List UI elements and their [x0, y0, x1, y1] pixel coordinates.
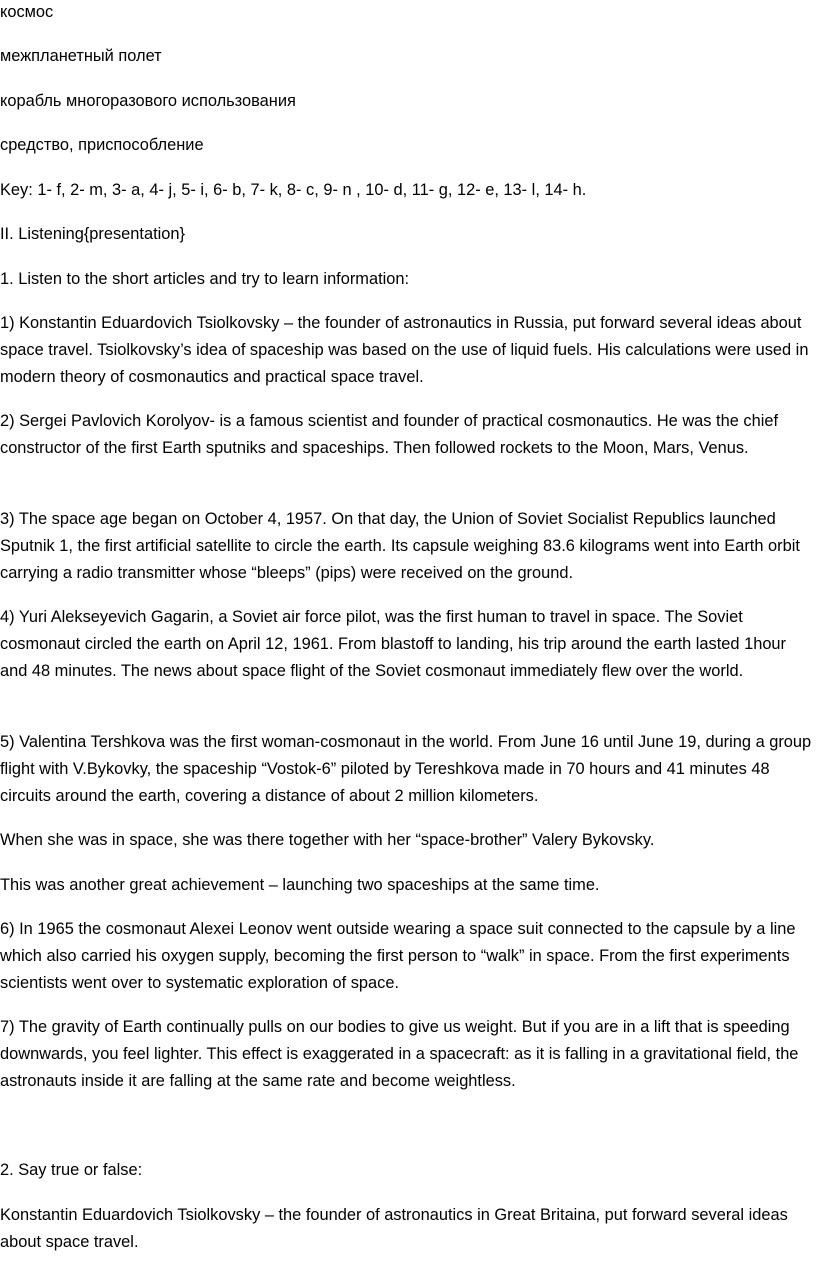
article-sputnik: 3) The space age began on October 4, 1957. On that day, the Union of Soviet Socialist Republics launched Sputnik 1, the first artificial satellite to circle the earth. Its capsule weighing 83.6 kilograms went into Earth orbit carrying a radio transmitter whose “bleeps” (pips) were received on the ground. — [0, 510, 800, 583]
task-1-instruction: 1. Listen to the short articles and try to learn information: — [0, 270, 410, 288]
answer-key: Key: 1- f, 2- m, 3- a, 4- j, 5- i, 6- b, 7- k, 8- c, 9- n , 10- d, 11- g, 12- e, 13- l, 14- h. — [0, 181, 587, 199]
section-heading-listening: II. Listening{presentation} — [0, 225, 185, 243]
vocab-item-kosmos: космос — [0, 3, 54, 21]
article-leonov: 6) In 1965 the cosmonaut Alexei Leonov went outside wearing a space suit connected to the capsule by a line which also carried his oxygen supply, becoming the first person to “walk” in space. From the first experiments scientists went over to systematic exploration of space. — [0, 920, 796, 993]
vocab-item-reusable-ship: корабль многоразового использования — [0, 92, 296, 110]
article-gravity: 7) The gravity of Earth continually pulls on our bodies to give us weight. But if you are in a lift that is speeding downwards, you feel lighter. This effect is exaggerated in a spacecraft: as it is falling in a gravitational field, the astronauts inside it are falling at the same rate and become weightless. — [0, 1018, 799, 1091]
true-false-statement: Konstantin Eduardovich Tsiolkovsky – the founder of astronautics in Great Britaina, put forward several ideas about space travel. — [0, 1206, 788, 1252]
article-korolyov: 2) Sergei Pavlovich Korolyov- is a famous scientist and founder of practical cosmonautics. He was the chief constructor of the first Earth sputniks and spaceships. Then followed rockets to the Moon, Mars, Venus. — [0, 412, 779, 458]
vocab-item-device: средство, приспособление — [0, 136, 204, 154]
article-tsiolkovsky: 1) Konstantin Eduardovich Tsiolkovsky – the founder of astronautics in Russia, put forward several ideas about space travel. Tsiolkovsky’s idea of spaceship was based on the use of liquid fuels. His calculations were used in modern theory of cosmonautics and practical space travel. — [0, 314, 809, 387]
article-tereshkova: 5) Valentina Tershkova was the first woman-cosmonaut in the world. From June 16 until June 19, during a group flight with V.Bykovky, the spaceship “Vostok-6” piloted by Tereshkova made in 70 hours and 41 minutes 48 circuits around the earth, covering a distance of about 2 million kilometers. — [0, 733, 812, 806]
article-two-spaceships: This was another great achievement – launching two spaceships at the same time. — [0, 876, 600, 894]
vocab-item-interplanetary-flight: межпланетный полет — [0, 47, 162, 65]
task-2-instruction: 2. Say true or false: — [0, 1161, 143, 1179]
article-tereshkova-space-brother: When she was in space, she was there together with her “space-brother” Valery Bykovsky. — [0, 831, 655, 849]
article-gagarin: 4) Yuri Alekseyevich Gagarin, a Soviet air force pilot, was the first human to travel in space. The Soviet cosmonaut circled the earth on April 12, 1961. From blastoff to landing, his trip around the earth lasted 1hour and 48 minutes. The news about space flight of the Soviet cosmonaut immediately flew over the world. — [0, 608, 787, 681]
